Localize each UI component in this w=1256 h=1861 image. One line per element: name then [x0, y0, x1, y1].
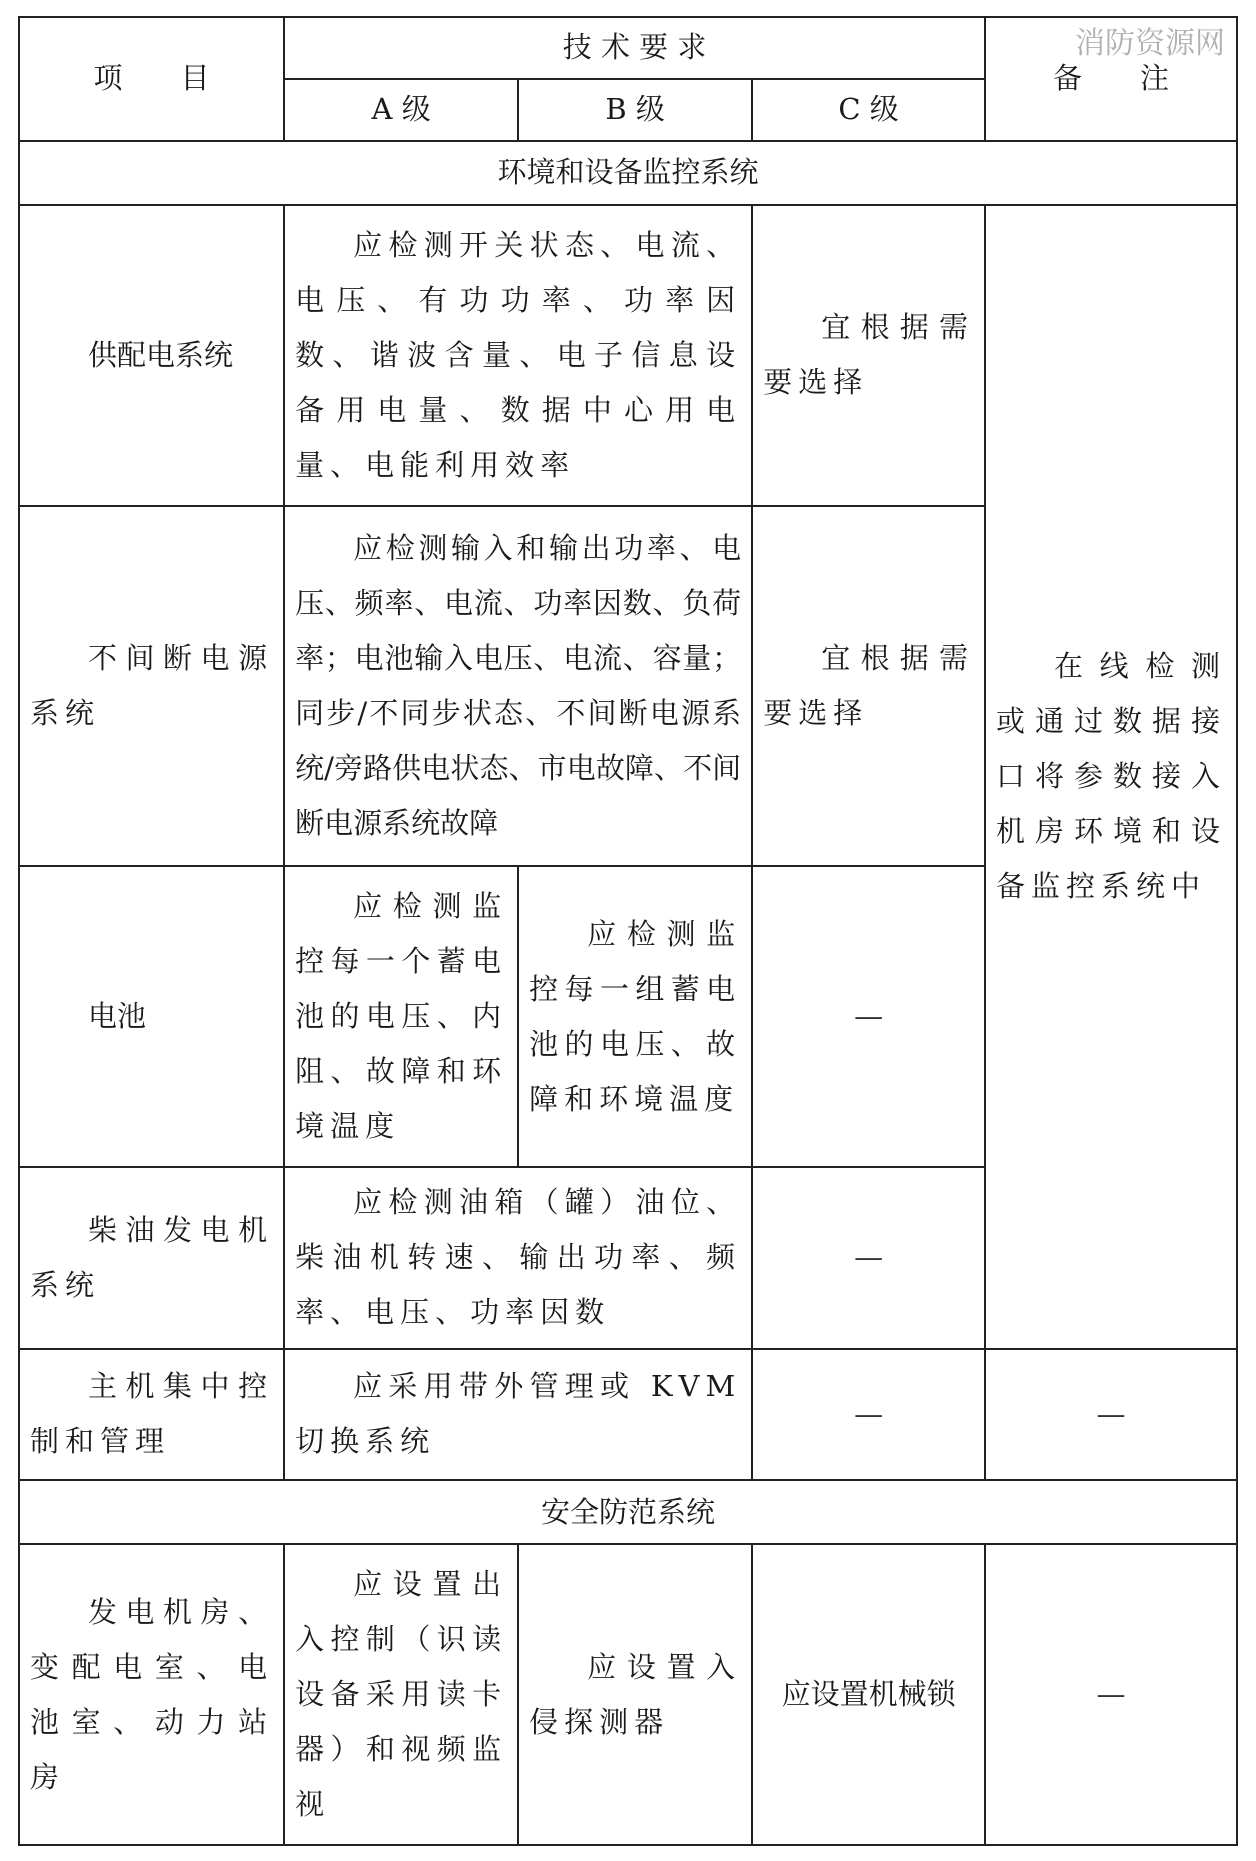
row-item: 柴油发电机系统 [19, 1167, 284, 1348]
row-requirement-ab: 应检测开关状态、电流、电压、有功功率、功率因数、谐波含量、电子信息设备用电量、数据中心用电量、电能利用效率 [284, 205, 752, 506]
row-item: 主机集中控制和管理 [19, 1349, 284, 1480]
row-requirement-c: 应设置机械锁 [752, 1544, 985, 1845]
header-level-a: A 级 [284, 79, 518, 141]
table-row [19, 1349, 1237, 1480]
row-remark: — [985, 1349, 1237, 1480]
row-remark-monitoring: 在线检测或通过数据接口将参数接入机房环境和设备监控系统中 [985, 205, 1237, 1349]
row-requirement-ab: 应采用带外管理或 KVM 切换系统 [284, 1349, 752, 1480]
row-requirement-b: 应检测监控每一组蓄电池的电压、故障和环境温度 [518, 866, 752, 1167]
header-item: 项 目 [19, 17, 284, 141]
row-requirement-c: 宜根据需要选择 [752, 205, 985, 506]
row-requirement-a: 应设置出入控制（识读设备采用读卡器）和视频监视 [284, 1544, 518, 1845]
section-title: 安全防范系统 [19, 1480, 1237, 1544]
row-requirement-a: 应检测监控每一个蓄电池的电压、内阻、故障和环境温度 [284, 866, 518, 1167]
section-row [19, 141, 1237, 205]
header-level-b: B 级 [518, 79, 752, 141]
row-requirement-ab: 应检测输入和输出功率、电压、频率、电流、功率因数、负荷率；电池输入电压、电流、容量；同步/不同步状态、不间断电源系统/旁路供电状态、市电故障、不间断电源系统故障 [284, 506, 752, 867]
table-row [19, 1544, 1237, 1845]
row-requirement-c: 宜根据需要选择 [752, 506, 985, 867]
header-level-c: C 级 [752, 79, 985, 141]
row-item: 电池 [19, 866, 284, 1167]
row-requirement-b: 应设置入侵探测器 [518, 1544, 752, 1845]
section-title: 环境和设备监控系统 [19, 141, 1237, 205]
row-item: 发电机房、变配电室、电池室、动力站房 [19, 1544, 284, 1845]
header-tech-requirements: 技 术 要 求 [284, 17, 985, 79]
row-requirement-c: — [752, 1349, 985, 1480]
row-requirement-c: — [752, 866, 985, 1167]
table-row [19, 205, 1237, 506]
watermark: 消防资源网 [1075, 26, 1225, 61]
requirements-table [18, 16, 1238, 1846]
row-remark: — [985, 1544, 1237, 1845]
row-requirement-ab: 应检测油箱（罐）油位、柴油机转速、输出功率、频率、电压、功率因数 [284, 1167, 752, 1348]
header-row-1 [19, 17, 1237, 79]
row-item: 供配电系统 [19, 205, 284, 506]
row-item: 不间断电源系统 [19, 506, 284, 867]
row-requirement-c: — [752, 1167, 985, 1348]
header-remark: 备 注 [985, 17, 1237, 141]
section-row [19, 1480, 1237, 1544]
